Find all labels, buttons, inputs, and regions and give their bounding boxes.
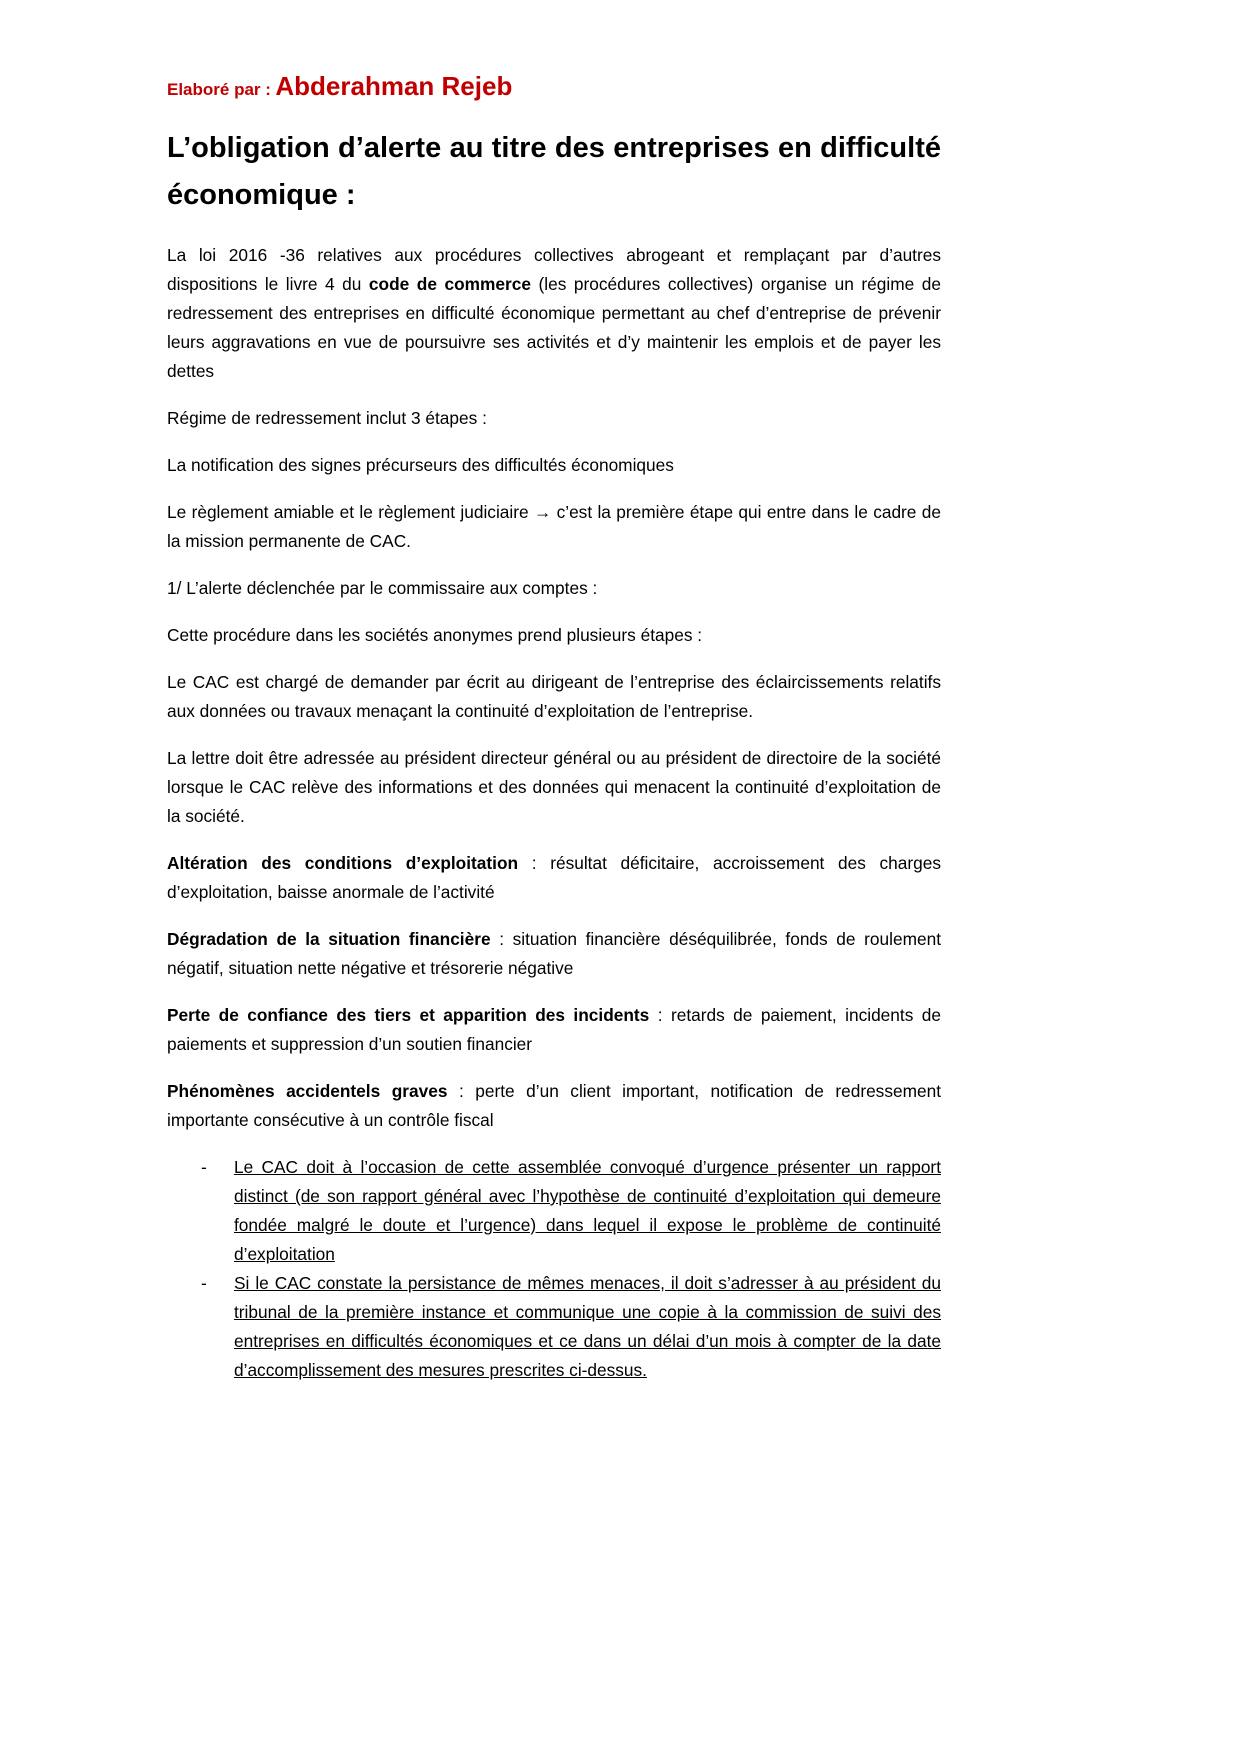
criterion [167,1077,941,1135]
author-line [167,66,941,111]
criterion-term: Altération des conditions d’exploitation [167,853,519,873]
criterion [167,925,941,983]
paragraph: La lettre doit être adressée au président directeur général ou au président de directoire de la société lorsque le CAC relève des informations et des données qui menacent la continuité d’exploitation de la société. [167,748,941,826]
author-label: Elaboré par : [167,80,271,99]
criterion-text: : situation financière déséquilibrée, fonds de roulement négatif, situation nette négative et trésorerie négative [167,929,942,978]
criterion-text: : perte d’un client important, notification de redressement importante consécutive à un contrôle fiscal [167,1081,941,1130]
document-page [167,66,941,1385]
criterion [167,1001,941,1059]
paragraph: Cette procédure dans les sociétés anonymes prend plusieurs étapes : [167,625,703,645]
section-heading: 1/ L’alerte déclenchée par le commissaire aux comptes : [167,578,598,598]
criterion-term: Phénomènes accidentels graves [167,1081,448,1101]
intro-text: La loi 2016 -36 relatives aux procédures collectives abrogeant et remplaçant par d’autres dispositions le livre 4 du [167,245,941,294]
paragraph: Le CAC est chargé de demander par écrit au dirigeant de l’entreprise des éclaircissements relatifs aux données ou travaux menaçant la continuité d’exploitation de l’entreprise. [167,672,941,721]
criterion-term: Perte de confiance des tiers et apparition des incidents [167,1005,650,1025]
intro-text-end: (les procédures collectives) organise un régime de redressement des entreprises en difficulté économique permettant au chef d’entreprise de prévenir leurs aggravations en vue de poursuivre ses activités et d’y maintenir les emplois et de payer les dettes [167,274,941,381]
bullet-list [167,1153,941,1385]
criterion [167,849,941,907]
intro-bold: code de commerce [368,274,531,294]
list-item [167,1269,941,1385]
document-title: L’obligation d’alerte au titre des entreprises en difficulté économique : [167,132,941,211]
list-item-text: Si le CAC constate la persistance de mêmes menaces, il doit s’adresser à au président du tribunal de la première instance et communique une copie à la commission de suivi des entreprises en difficultés économiques et ce dans un délai d’un mois à compter de la date d’accomplissement des mesures prescrites ci-dessus. [234,1273,941,1380]
paragraph: La notification des signes précurseurs des difficultés économiques [167,455,674,475]
list-item [167,1153,941,1269]
dash-bullet: - [201,1157,207,1177]
author-name: Abderahman Rejeb [275,71,513,101]
intro-paragraph [167,241,941,386]
paragraph: Régime de redressement inclut 3 étapes : [167,408,487,428]
dash-bullet: - [201,1273,207,1293]
criterion-term: Dégradation de la situation financière [167,929,491,949]
list-item-text: Le CAC doit à l’occasion de cette assemblée convoqué d’urgence présenter un rapport distinct (de son rapport général avec l’hypothèse de continuité d’exploitation qui demeure fondée malgré le doute et l’urgence) dans lequel il expose le problème de continuité d’exploitation [234,1157,941,1264]
criterion-text: : résultat déficitaire, accroissement des charges d’exploitation, baisse anormale de l’activité [167,853,942,902]
criterion-text: : retards de paiement, incidents de paiements et suppression d’un soutien financier [167,1005,941,1054]
paragraph: Le règlement amiable et le règlement judiciaire → c’est la première étape qui entre dans le cadre de la mission permanente de CAC. [167,502,941,551]
